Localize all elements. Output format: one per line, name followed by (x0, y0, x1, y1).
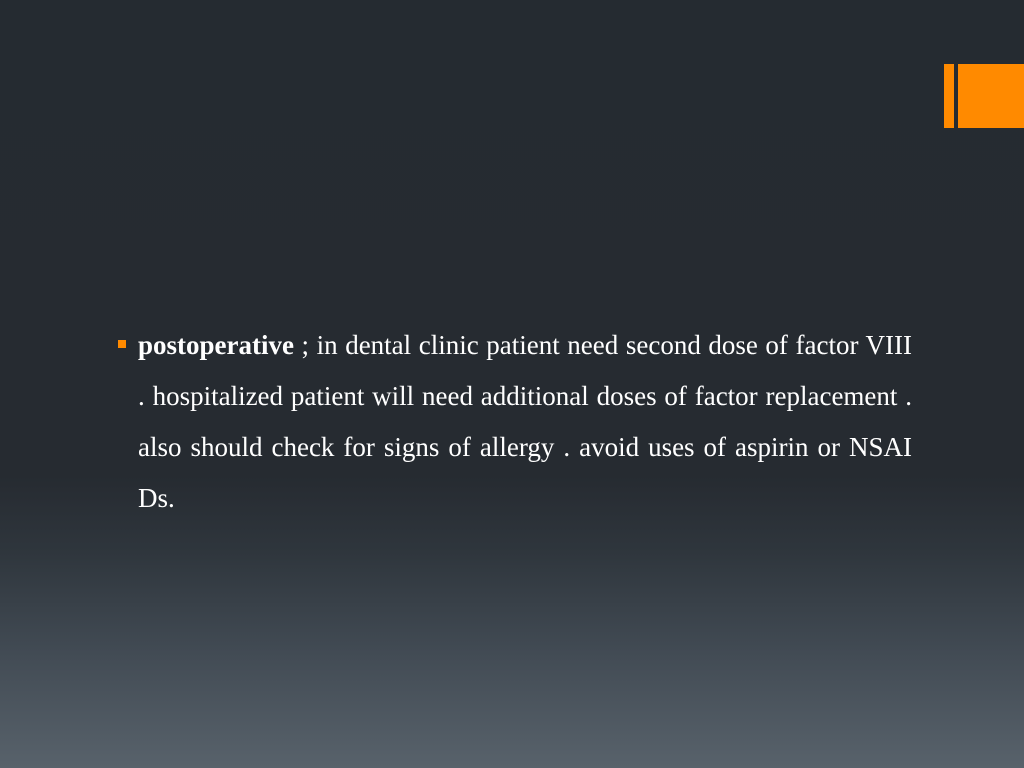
square-bullet-icon (118, 340, 126, 348)
bullet-item (118, 320, 912, 524)
decorative-orange-bars (944, 64, 1024, 128)
bullet-body: ; in dental clinic patient need second dose of factor VIII . hospitalized patient will need additional doses of factor replacement . also should check for signs of allergy . avoid uses of aspirin or NSAI Ds. (138, 330, 912, 513)
orange-wide-bar (958, 64, 1024, 128)
slide-content (118, 320, 912, 524)
bullet-paragraph (138, 320, 912, 524)
orange-thin-bar (944, 64, 954, 128)
bullet-term: postoperative (138, 330, 294, 360)
